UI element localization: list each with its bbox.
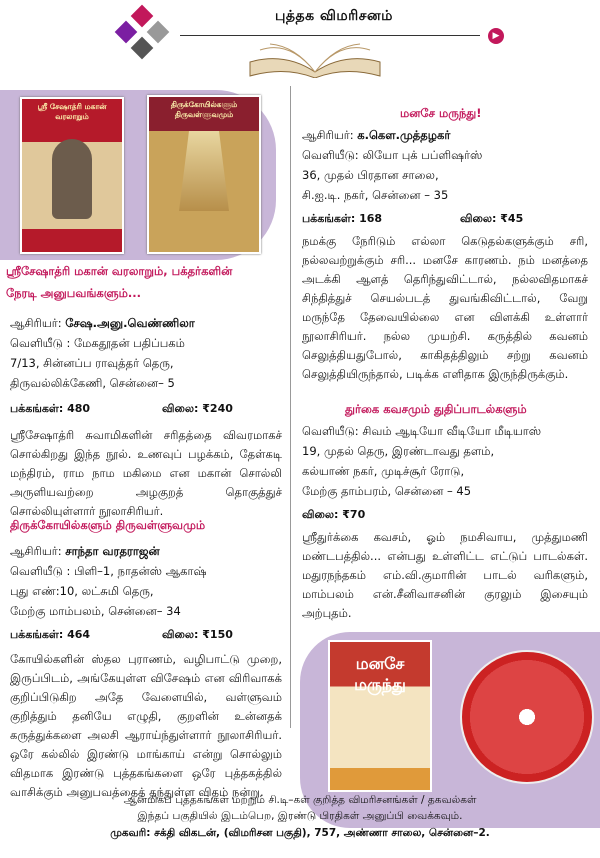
book3-title: மனசே மருந்து! (400, 106, 482, 120)
book3-author: ஆசிரியர்: க.கௌ.முத்தழகர் (302, 128, 451, 142)
book3-pages: பக்கங்கள்: 168 (302, 212, 383, 225)
book2-review: கோயில்களின் ஸ்தல புராணம், வழிபாட்டு முறை, இருப்பிடம், அங்கேயுள்ள விசேஷம் என விரிவாகக் குறிப்பிடுகிற அதே வேளையில், வள்ளுவம் குறித்தும் தனியே எழுதி, குறளின் உன்னதக் கருத்துக்களை அலசி ஆராய்ந்துள்ளார் நூலாசிரியர். ஒரே கல்லில் இரண்டு மாங்காய் என்று சொல்லும் விதமாக இரண்டு புத்தகங்களை ஒரே புத்தகத்தில் வாசிக்கும் அனுபவத்தைத் தந்துள்ள விதம் நன்று. (10, 652, 282, 799)
album-review: ஸ்ரீதுர்க்கை கவசம், ஓம் நமசிவாய, முத்துமணி மண்டபத்தில்... என்பது உள்ளிட்ட எட்டுப் பாடல்கள். மதுரநந்தகம் எம்.வி.குமாரின் பாடல் வரிகளும், மாம்பலம் என்.சீனிவாசனின் குரலும் இசையும் அற்புதம். (302, 530, 588, 620)
album-address2: கல்யாண் நகர், முடிச்சூர் ரோடு, (302, 464, 465, 478)
book1-publisher: வெளியீடு : மேகதூதன் பதிப்பகம் (10, 336, 185, 350)
album-price: விலை: ₹70 (302, 508, 366, 521)
book3-address1: 36, முதல் பிரதான சாலை, (302, 168, 439, 182)
book1-address2: திருவல்லிக்கேணி, சென்னை– 5 (10, 376, 175, 390)
book3-publisher: வெளியீடு: லியோ புக் பப்ளிஷர்ஸ் (302, 148, 483, 162)
temple-gopuram-icon (179, 131, 229, 211)
book2-address2: மேற்கு மாம்பலம், சென்னை– 34 (10, 604, 181, 618)
footer-line2: இந்தப் பகுதியில் இடம்பெற, இரண்டு பிரதிகள் அனுப்பி வைக்கவும். (137, 810, 463, 822)
book1-title-line2: நேரடி அனுபவங்களும்... (6, 286, 141, 300)
album-address3: மேற்கு தாம்பரம், சென்னை – 45 (302, 484, 472, 498)
book2-address1: புது எண்:10, லட்சுமி தெரு, (10, 584, 154, 598)
book3-review: நமக்கு நேரிடும் எல்லா கெடுதல்களுக்கும் சரி, நல்லவற்றுக்கும் சரி... மனசே காரணம். நம் மனத்தை அடக்கி ஆளத் தெரிந்துவிட்டால், நல்லவிதமாகச் சிந்தித்துச் செயல்படத் துவங்கிவிட்டால், வேறு மருந்தே தேவையில்லை என விளக்கி உள்ளார் நூலாசிரியர். நல்ல முயற்சி. கருத்தில் கவனம் செலுத்தியதுபோல், காகிதத்திலும் சற்று கவனம் செலுத்தியிருந்தால், படிக்க எளிதாக இருந்திருக்கும். (302, 234, 588, 381)
album-publisher: வெளியீடு: சிவம் ஆடியோ வீடியோ மீடியாஸ் (302, 424, 542, 438)
book-cover-seshadri: ஸ்ரீ சேஷாத்ரி மகான் வரலாறும் (20, 97, 124, 254)
book2-pages: பக்கங்கள்: 464 (10, 628, 91, 641)
next-arrow-icon[interactable]: ▶ (488, 28, 504, 44)
section-title: புத்தக விமரிசனம் (275, 8, 393, 24)
book1-review: ஸ்ரீசேஷாத்ரி சுவாமிகளின் சரிதத்தை விவரமாகச் சொல்கிறது இந்த நூல். உணவுப் பழக்கம், தேள்கடி மந்திரம், ராம நாம மகிமை என மகான் சொல்லி அருளியவற்றை அழகுறத் தொகுத்துச் சொல்லியுள்ளார் நூலாசிரியர். (10, 428, 282, 518)
book1-pages: பக்கங்கள்: 480 (10, 402, 91, 415)
open-book-icon (245, 32, 385, 78)
book-cover-manase-marundhu: மனசே மருந்து (328, 640, 432, 792)
logo-squares (118, 8, 166, 56)
book2-price: விலை: ₹150 (162, 628, 233, 641)
book1-title-line1: ஸ்ரீசேஷாத்ரி மகான் வரலாறும், பக்தர்களின் (6, 264, 233, 278)
column-divider (290, 86, 291, 728)
book2-publisher: வெளியீடு : பிளி–1, நாதன்ஸ் ஆகாஷ் (10, 564, 207, 578)
saint-figure-icon (52, 139, 92, 219)
album-address1: 19, முதல் தெரு, இரண்டாவது தளம், (302, 444, 495, 458)
book1-address1: 7/13, சின்னப்ப ராவுத்தர் தெரு, (10, 356, 174, 370)
book-cover-temples: திருக்கோயில்களும் திருவள்ளுவமும் (147, 95, 261, 254)
book1-author: ஆசிரியர்: சேஷ.அனு.வெண்ணிலா (10, 316, 195, 330)
page-header (0, 0, 600, 80)
footer-line1: ஆன்மிகப் புத்தகங்கள் மற்றும் சி.டி–கள் குறித்த விமரிசனங்கள் / தகவல்கள் (123, 794, 477, 806)
book1-price: விலை: ₹240 (162, 402, 233, 415)
audio-cd-disc (460, 650, 594, 784)
book2-author: ஆசிரியர்: சாந்தா வரதராஜன் (10, 544, 160, 558)
footer-address: முகவரி: சக்தி விகடன், (விமரிசன பகுதி), 757, அண்ணா சாலை, சென்னை–2. (110, 827, 490, 839)
book3-address2: சி.ஐ.டி. நகர், சென்னை – 35 (302, 188, 449, 202)
book2-title: திருக்கோயில்களும் திருவள்ளுவமும் (10, 518, 206, 532)
album-title: துர்கை கவசமும் துதிப்பாடல்களும் (345, 402, 527, 416)
book3-price: விலை: ₹45 (460, 212, 524, 225)
